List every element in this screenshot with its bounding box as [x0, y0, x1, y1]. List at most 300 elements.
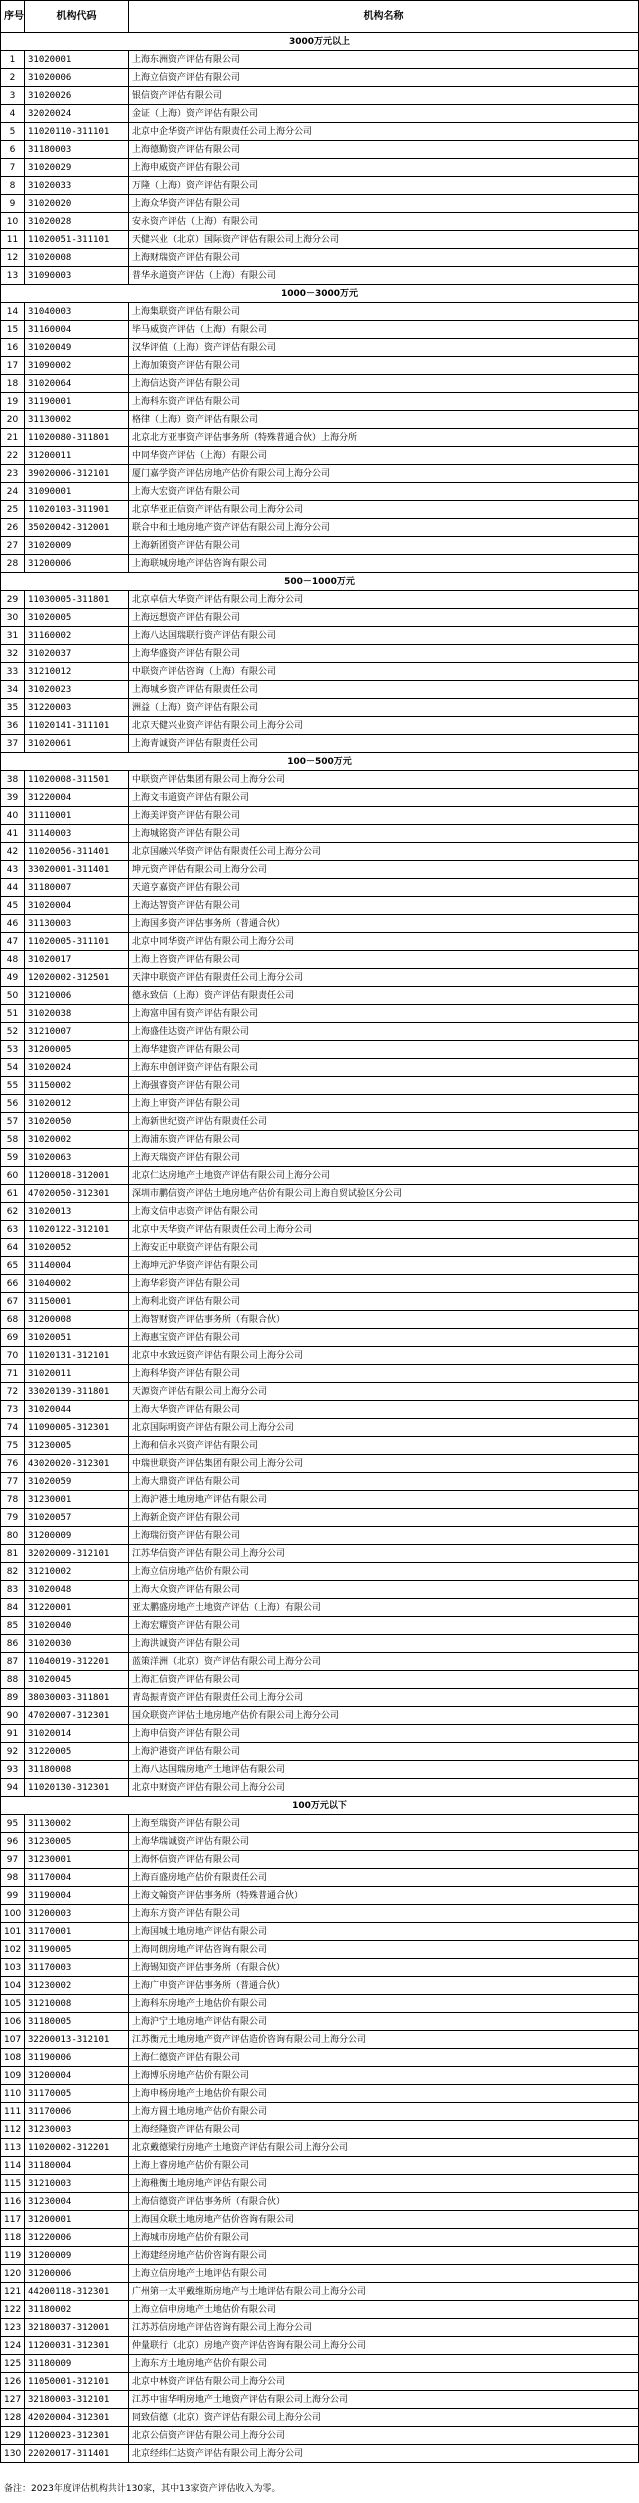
- row-code: 32200013-312101: [25, 2031, 129, 2049]
- table-row: [1, 429, 639, 447]
- row-code: 31020057: [25, 1509, 129, 1527]
- row-name: 上海浦东资产评估有限公司: [129, 1131, 639, 1149]
- table-row: [1, 555, 639, 573]
- row-code: 11030005-311801: [25, 591, 129, 609]
- table-body: [1, 33, 639, 2463]
- row-seq: 87: [1, 1653, 25, 1671]
- row-code: 31090001: [25, 483, 129, 501]
- table-row: [1, 321, 639, 339]
- table-row: [1, 591, 639, 609]
- row-seq: 46: [1, 915, 25, 933]
- row-name: 上海大宏资产评估有限公司: [129, 483, 639, 501]
- table-row: [1, 393, 639, 411]
- header-name: 机构名称: [129, 1, 639, 33]
- row-name: 上海众华资产评估有限公司: [129, 195, 639, 213]
- row-code: 38030003-311801: [25, 1689, 129, 1707]
- row-code: 11020122-312101: [25, 1221, 129, 1239]
- row-name: 江苏衡元土地房地产资产评估造价咨询有限公司上海分公司: [129, 2031, 639, 2049]
- row-name: 洲益（上海）资产评估有限公司: [129, 699, 639, 717]
- row-code: 31130002: [25, 411, 129, 429]
- row-name: 北京中天华资产评估有限责任公司上海分公司: [129, 1221, 639, 1239]
- row-name: 天健兴业（北京）国际资产评估有限公司上海分公司: [129, 231, 639, 249]
- row-code: 47020050-312301: [25, 1185, 129, 1203]
- row-seq: 7: [1, 159, 25, 177]
- table-row: [1, 1635, 639, 1653]
- row-seq: 19: [1, 393, 25, 411]
- row-code: 31020028: [25, 213, 129, 231]
- row-seq: 22: [1, 447, 25, 465]
- table-row: [1, 1221, 639, 1239]
- row-seq: 24: [1, 483, 25, 501]
- row-code: 31200005: [25, 1041, 129, 1059]
- row-name: 北京国际明资产评估有限公司上海分公司: [129, 1419, 639, 1437]
- row-name: 天道亨嘉资产评估有限公司: [129, 879, 639, 897]
- table-row: [1, 1437, 639, 1455]
- table-row: [1, 915, 639, 933]
- row-code: 31190004: [25, 1887, 129, 1905]
- row-name: 格律（上海）资产评估有限公司: [129, 411, 639, 429]
- row-code: 31200009: [25, 1527, 129, 1545]
- row-name: 中联资产评估集团有限公司上海分公司: [129, 771, 639, 789]
- row-name: 上海经隆资产评估有限公司: [129, 2121, 639, 2139]
- row-seq: 26: [1, 519, 25, 537]
- row-seq: 30: [1, 609, 25, 627]
- row-code: 31230001: [25, 1851, 129, 1869]
- table-row: [1, 1527, 639, 1545]
- row-seq: 125: [1, 2355, 25, 2373]
- row-code: 11020080-311801: [25, 429, 129, 447]
- row-seq: 106: [1, 2013, 25, 2031]
- row-name: 上海信达资产评估有限公司: [129, 375, 639, 393]
- row-seq: 63: [1, 1221, 25, 1239]
- table-row: [1, 1617, 639, 1635]
- table-row: [1, 2265, 639, 2283]
- row-name: 北京中财资产评估有限公司上海分公司: [129, 1779, 639, 1797]
- row-code: 31200006: [25, 2265, 129, 2283]
- row-name: 上海申杨房地产土地估价有限公司: [129, 2085, 639, 2103]
- row-code: 11020056-311401: [25, 843, 129, 861]
- row-code: 31200008: [25, 1311, 129, 1329]
- row-seq: 100: [1, 1905, 25, 1923]
- row-name: 汉华评值（上海）资产评估有限公司: [129, 339, 639, 357]
- section-header-row: [1, 285, 639, 303]
- table-row: [1, 699, 639, 717]
- row-code: 31230004: [25, 2193, 129, 2211]
- row-code: 31170001: [25, 1923, 129, 1941]
- section-header-row: [1, 753, 639, 771]
- table-row: [1, 1293, 639, 1311]
- table-row: [1, 609, 639, 627]
- row-code: 31020048: [25, 1581, 129, 1599]
- table-row: [1, 411, 639, 429]
- row-name: 上海博乐房地产估价有限公司: [129, 2067, 639, 2085]
- row-code: 11020005-311101: [25, 933, 129, 951]
- table-row: [1, 1779, 639, 1797]
- table-row: [1, 2121, 639, 2139]
- row-name: 北京仁达房地产土地资产评估有限公司上海分公司: [129, 1167, 639, 1185]
- row-name: 上海广申资产评估事务所（普通合伙）: [129, 1977, 639, 1995]
- row-seq: 68: [1, 1311, 25, 1329]
- row-code: 31020011: [25, 1365, 129, 1383]
- row-code: 31130002: [25, 1815, 129, 1833]
- row-code: 11020130-312301: [25, 1779, 129, 1797]
- table-row: [1, 1131, 639, 1149]
- row-seq: 59: [1, 1149, 25, 1167]
- row-name: 上海沪港资产评估有限公司: [129, 1743, 639, 1761]
- row-code: 31210008: [25, 1995, 129, 2013]
- table-row: [1, 1239, 639, 1257]
- table-row: [1, 1941, 639, 1959]
- row-code: 31110001: [25, 807, 129, 825]
- row-code: 31200009: [25, 2247, 129, 2265]
- row-code: 22020017-311401: [25, 2445, 129, 2463]
- row-code: 31190006: [25, 2049, 129, 2067]
- row-seq: 6: [1, 141, 25, 159]
- row-name: 上海沪港土地房地产评估有限公司: [129, 1491, 639, 1509]
- table-row: [1, 1347, 639, 1365]
- row-seq: 79: [1, 1509, 25, 1527]
- table-row: [1, 2103, 639, 2121]
- table-row: [1, 1671, 639, 1689]
- row-seq: 41: [1, 825, 25, 843]
- row-name: 上海上审资产评估有限公司: [129, 1095, 639, 1113]
- table-row: [1, 843, 639, 861]
- row-name: 上海宏耀资产评估有限公司: [129, 1617, 639, 1635]
- row-code: 31020014: [25, 1725, 129, 1743]
- row-seq: 18: [1, 375, 25, 393]
- row-code: 31180005: [25, 2013, 129, 2031]
- table-row: [1, 357, 639, 375]
- table-row: [1, 861, 639, 879]
- row-name: 上海国多资产评估事务所（普通合伙）: [129, 915, 639, 933]
- row-name: 江苏苏信房地产评估咨询有限公司上海分公司: [129, 2319, 639, 2337]
- row-seq: 81: [1, 1545, 25, 1563]
- row-code: 31020017: [25, 951, 129, 969]
- row-seq: 21: [1, 429, 25, 447]
- row-name: 上海坤元沪华资产评估有限公司: [129, 1257, 639, 1275]
- row-code: 31180003: [25, 141, 129, 159]
- table-row: [1, 51, 639, 69]
- row-name: 天源资产评估有限公司上海分公司: [129, 1383, 639, 1401]
- row-name: 深圳市鹏信资产评估土地房地产估价有限公司上海自贸试验区分公司: [129, 1185, 639, 1203]
- table-row: [1, 1023, 639, 1041]
- table-row: [1, 1491, 639, 1509]
- row-seq: 91: [1, 1725, 25, 1743]
- row-code: 31020064: [25, 375, 129, 393]
- table-row: [1, 1905, 639, 1923]
- table-row: [1, 339, 639, 357]
- table-row: [1, 69, 639, 87]
- row-name: 上海锡知资产评估事务所（有限合伙）: [129, 1959, 639, 1977]
- row-seq: 53: [1, 1041, 25, 1059]
- table-row: [1, 627, 639, 645]
- row-seq: 17: [1, 357, 25, 375]
- row-name: 江苏华信资产评估有限公司上海分公司: [129, 1545, 639, 1563]
- row-seq: 40: [1, 807, 25, 825]
- row-seq: 127: [1, 2391, 25, 2409]
- row-seq: 75: [1, 1437, 25, 1455]
- row-seq: 4: [1, 105, 25, 123]
- table-row: [1, 1311, 639, 1329]
- row-seq: 44: [1, 879, 25, 897]
- row-name: 上海申信资产评估有限公司: [129, 1725, 639, 1743]
- row-seq: 35: [1, 699, 25, 717]
- row-code: 31040003: [25, 303, 129, 321]
- section-title: 100万元以下: [1, 1797, 639, 1815]
- table-row: [1, 1329, 639, 1347]
- table-row: [1, 1761, 639, 1779]
- row-code: 31180009: [25, 2355, 129, 2373]
- row-code: 31200011: [25, 447, 129, 465]
- row-name: 上海天瑞资产评估有限公司: [129, 1149, 639, 1167]
- table-row: [1, 1383, 639, 1401]
- row-seq: 85: [1, 1617, 25, 1635]
- row-seq: 57: [1, 1113, 25, 1131]
- row-code: 31020006: [25, 69, 129, 87]
- row-code: 31020059: [25, 1473, 129, 1491]
- row-code: 31020040: [25, 1617, 129, 1635]
- table-row: [1, 1545, 639, 1563]
- row-name: 上海科华资产评估有限公司: [129, 1365, 639, 1383]
- row-name: 上海盛佳达资产评估有限公司: [129, 1023, 639, 1041]
- row-seq: 123: [1, 2319, 25, 2337]
- table-row: [1, 1041, 639, 1059]
- row-name: 上海东方资产评估有限公司: [129, 1905, 639, 1923]
- row-seq: 43: [1, 861, 25, 879]
- row-name: 北京中同华资产评估有限公司上海分公司: [129, 933, 639, 951]
- table-row: [1, 195, 639, 213]
- row-name: 上海城铭资产评估有限公司: [129, 825, 639, 843]
- row-name: 青岛振青资产评估有限责任公司上海分公司: [129, 1689, 639, 1707]
- row-seq: 58: [1, 1131, 25, 1149]
- row-seq: 113: [1, 2139, 25, 2157]
- table-row: [1, 771, 639, 789]
- table-row: [1, 987, 639, 1005]
- table-row: [1, 2085, 639, 2103]
- row-code: 31020029: [25, 159, 129, 177]
- table-row: [1, 1149, 639, 1167]
- row-seq: 28: [1, 555, 25, 573]
- table-row: [1, 2445, 639, 2463]
- row-code: 31090003: [25, 267, 129, 285]
- row-seq: 122: [1, 2301, 25, 2319]
- row-code: 31170004: [25, 1869, 129, 1887]
- row-name: 亚太鹏盛房地产土地资产评估（上海）有限公司: [129, 1599, 639, 1617]
- row-seq: 112: [1, 2121, 25, 2139]
- row-code: 31020045: [25, 1671, 129, 1689]
- row-code: 31200004: [25, 2067, 129, 2085]
- section-header-row: [1, 33, 639, 51]
- row-name: 上海青诚资产评估有限责任公司: [129, 735, 639, 753]
- row-name: 上海国众联土地房地产估价咨询有限公司: [129, 2211, 639, 2229]
- table-row: [1, 2283, 639, 2301]
- row-name: 上海惠宝资产评估有限公司: [129, 1329, 639, 1347]
- table-row: [1, 2373, 639, 2391]
- row-code: 31130003: [25, 915, 129, 933]
- row-code: 31200003: [25, 1905, 129, 1923]
- row-code: 31180004: [25, 2157, 129, 2175]
- row-name: 中瑞世联资产评估集团有限公司上海分公司: [129, 1455, 639, 1473]
- row-seq: 42: [1, 843, 25, 861]
- table-row: [1, 825, 639, 843]
- table-header-row: [1, 1, 639, 33]
- row-seq: 50: [1, 987, 25, 1005]
- row-seq: 65: [1, 1257, 25, 1275]
- row-name: 上海洪诚资产评估有限公司: [129, 1635, 639, 1653]
- row-code: 31090002: [25, 357, 129, 375]
- row-name: 上海强睿资产评估有限公司: [129, 1077, 639, 1095]
- row-code: 31220004: [25, 789, 129, 807]
- row-code: 31020033: [25, 177, 129, 195]
- row-name: 上海百盛房地产估价有限责任公司: [129, 1869, 639, 1887]
- row-name: 上海智财资产评估事务所（有限合伙）: [129, 1311, 639, 1329]
- row-seq: 129: [1, 2427, 25, 2445]
- row-code: 31230005: [25, 1437, 129, 1455]
- row-code: 31140004: [25, 1257, 129, 1275]
- table-row: [1, 1599, 639, 1617]
- row-seq: 2: [1, 69, 25, 87]
- row-name: 上海远想资产评估有限公司: [129, 609, 639, 627]
- row-name: 上海建经房地产估价咨询有限公司: [129, 2247, 639, 2265]
- row-seq: 16: [1, 339, 25, 357]
- row-name: 上海沪宁土地房地产评估有限公司: [129, 2013, 639, 2031]
- row-seq: 61: [1, 1185, 25, 1203]
- row-seq: 130: [1, 2445, 25, 2463]
- table-row: [1, 2211, 639, 2229]
- row-name: 北京天健兴业资产评估有限公司上海分公司: [129, 717, 639, 735]
- table-row: [1, 231, 639, 249]
- row-code: 11050001-312101: [25, 2373, 129, 2391]
- row-name: 上海八达国瑞房地产土地评估有限公司: [129, 1761, 639, 1779]
- row-seq: 90: [1, 1707, 25, 1725]
- section-title: 1000－3000万元: [1, 285, 639, 303]
- table-row: [1, 2319, 639, 2337]
- row-name: 上海立信房地产土地评估有限公司: [129, 2265, 639, 2283]
- row-code: 31200001: [25, 2211, 129, 2229]
- table-row: [1, 2337, 639, 2355]
- row-name: 仲量联行（北京）房地产资产评估咨询有限公司上海分公司: [129, 2337, 639, 2355]
- table-row: [1, 2355, 639, 2373]
- row-name: 上海国城土地房地产评估有限公司: [129, 1923, 639, 1941]
- table-row: [1, 879, 639, 897]
- row-seq: 86: [1, 1635, 25, 1653]
- row-name: 北京戴德梁行房地产土地资产评估有限公司上海分公司: [129, 2139, 639, 2157]
- row-seq: 11: [1, 231, 25, 249]
- table-row: [1, 2301, 639, 2319]
- row-name: 上海财瑞资产评估有限公司: [129, 249, 639, 267]
- row-code: 35020042-312001: [25, 519, 129, 537]
- row-seq: 103: [1, 1959, 25, 1977]
- row-code: 11040019-312201: [25, 1653, 129, 1671]
- table-row: [1, 807, 639, 825]
- table-row: [1, 2247, 639, 2265]
- row-seq: 9: [1, 195, 25, 213]
- table-row: [1, 249, 639, 267]
- row-name: 北京国融兴华资产评估有限责任公司上海分公司: [129, 843, 639, 861]
- row-seq: 72: [1, 1383, 25, 1401]
- row-code: 31200006: [25, 555, 129, 573]
- row-seq: 121: [1, 2283, 25, 2301]
- row-code: 43020020-312301: [25, 1455, 129, 1473]
- table-row: [1, 2013, 639, 2031]
- table-row: [1, 1725, 639, 1743]
- row-name: 上海大鼎资产评估有限公司: [129, 1473, 639, 1491]
- table-row: [1, 105, 639, 123]
- row-code: 31170005: [25, 2085, 129, 2103]
- table-row: [1, 969, 639, 987]
- table-row: [1, 2067, 639, 2085]
- row-name: 北京北方亚事资产评估事务所（特殊普通合伙）上海分所: [129, 429, 639, 447]
- table-row: [1, 2175, 639, 2193]
- table-row: [1, 2139, 639, 2157]
- row-name: 北京中企华资产评估有限责任公司上海分公司: [129, 123, 639, 141]
- row-name: 上海立信资产评估有限公司: [129, 69, 639, 87]
- row-seq: 110: [1, 2085, 25, 2103]
- row-seq: 89: [1, 1689, 25, 1707]
- row-seq: 13: [1, 267, 25, 285]
- row-seq: 116: [1, 2193, 25, 2211]
- row-seq: 124: [1, 2337, 25, 2355]
- row-code: 31160004: [25, 321, 129, 339]
- row-code: 11020103-311901: [25, 501, 129, 519]
- table-row: [1, 1365, 639, 1383]
- table-row: [1, 2031, 639, 2049]
- row-seq: 94: [1, 1779, 25, 1797]
- row-name: 上海加策资产评估有限公司: [129, 357, 639, 375]
- row-seq: 99: [1, 1887, 25, 1905]
- row-seq: 25: [1, 501, 25, 519]
- row-name: 上海瑞衍资产评估有限公司: [129, 1527, 639, 1545]
- row-name: 上海华建资产评估有限公司: [129, 1041, 639, 1059]
- row-name: 上海科东房地产土地估价有限公司: [129, 1995, 639, 2013]
- row-code: 31140003: [25, 825, 129, 843]
- table-row: [1, 501, 639, 519]
- row-seq: 74: [1, 1419, 25, 1437]
- row-code: 31180002: [25, 2301, 129, 2319]
- row-name: 上海至瑞资产评估有限公司: [129, 1815, 639, 1833]
- row-name: 上海和信永兴资产评估有限公司: [129, 1437, 639, 1455]
- row-seq: 15: [1, 321, 25, 339]
- row-code: 31220005: [25, 1743, 129, 1761]
- table-row: [1, 789, 639, 807]
- row-name: 北京卓信大华资产评估有限公司上海分公司: [129, 591, 639, 609]
- row-code: 31220006: [25, 2229, 129, 2247]
- row-code: 31190005: [25, 1941, 129, 1959]
- row-name: 北京中水致远资产评估有限公司上海分公司: [129, 1347, 639, 1365]
- row-code: 31210003: [25, 2175, 129, 2193]
- table-row: [1, 141, 639, 159]
- table-row: [1, 2229, 639, 2247]
- row-seq: 114: [1, 2157, 25, 2175]
- table-row: [1, 537, 639, 555]
- row-name: 北京华亚正信资产评估有限公司上海分公司: [129, 501, 639, 519]
- table-row: [1, 1995, 639, 2013]
- table-row: [1, 1275, 639, 1293]
- table-row: [1, 1851, 639, 1869]
- row-name: 蓝策洋洲（北京）资产评估有限公司上海分公司: [129, 1653, 639, 1671]
- row-code: 31020002: [25, 1131, 129, 1149]
- row-code: 31230005: [25, 1833, 129, 1851]
- row-seq: 54: [1, 1059, 25, 1077]
- row-seq: 67: [1, 1293, 25, 1311]
- row-code: 31230003: [25, 2121, 129, 2139]
- row-name: 上海文韦道资产评估有限公司: [129, 789, 639, 807]
- row-code: 31190001: [25, 393, 129, 411]
- row-seq: 71: [1, 1365, 25, 1383]
- row-code: 32020009-312101: [25, 1545, 129, 1563]
- row-seq: 3: [1, 87, 25, 105]
- section-title: 3000万元以上: [1, 33, 639, 51]
